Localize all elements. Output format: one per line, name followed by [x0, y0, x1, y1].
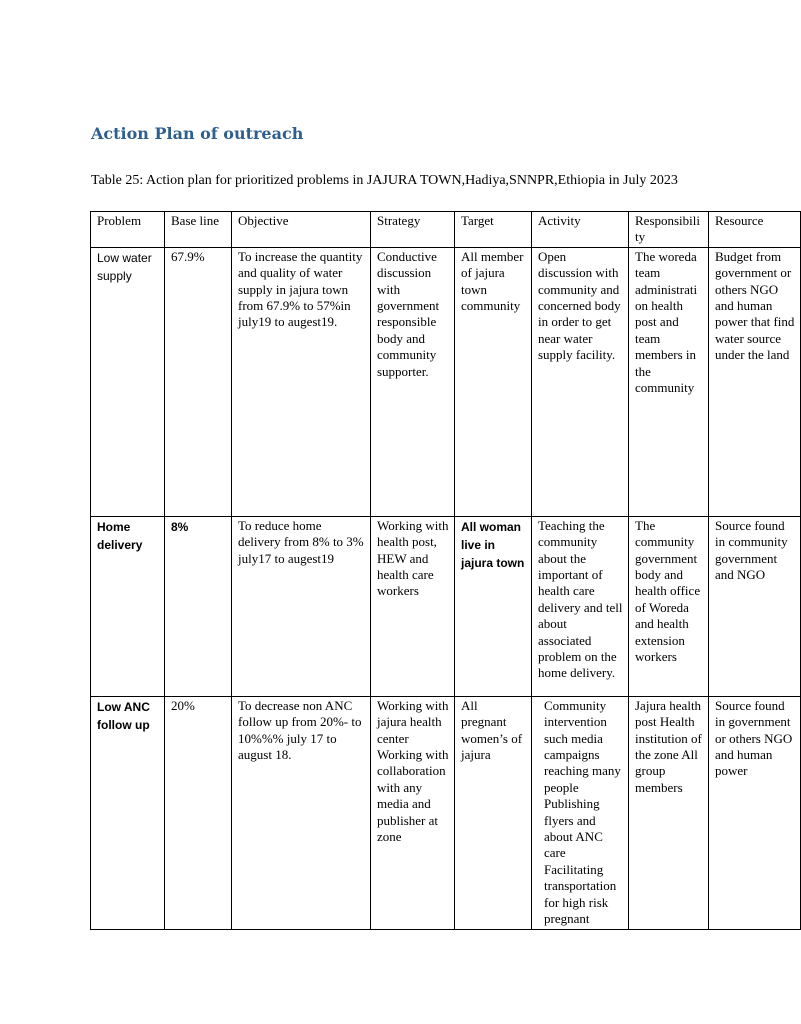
cell-problem: Low water supply	[91, 247, 165, 516]
cell-resource: Source found in government or others NGO and human power	[709, 696, 801, 929]
cell-target: All member of jajura town community	[455, 247, 532, 516]
action-plan-table-container	[90, 211, 795, 927]
cell-target: All woman live in jajura town	[455, 516, 532, 696]
cell-strategy: Working with health post, HEW and health care workers	[371, 516, 455, 696]
cell-target: All pregnant women’s of jajura	[455, 696, 532, 929]
cell-strategy: Working with jajura health center Working with collaboration with any media and publisher at zone	[371, 696, 455, 929]
cell-responsibility: The community government body and health office of Woreda and health extension workers	[629, 516, 709, 696]
cell-objective: To reduce home delivery from 8% to 3% july17 to augest19	[232, 516, 371, 696]
cell-objective: To increase the quantity and quality of water supply in jajura town from 67.9% to 57%in july19 to augest19.	[232, 247, 371, 516]
cell-activity: Open discussion with community and concerned body in order to get near water supply facility.	[532, 247, 629, 516]
table-caption: Table 25: Action plan for prioritized problems in JAJURA TOWN,Hadiya,SNNPR,Ethiopia in July 2023	[91, 173, 678, 188]
header-activity: Activity	[532, 212, 629, 248]
header-responsibility: Responsibility	[629, 212, 709, 248]
cell-problem: Home delivery	[91, 516, 165, 696]
header-target: Target	[455, 212, 532, 248]
header-objective: Objective	[232, 212, 371, 248]
page-heading: Action Plan of outreach	[91, 124, 304, 143]
header-strategy: Strategy	[371, 212, 455, 248]
cell-baseline: 8%	[165, 516, 232, 696]
cell-objective: To decrease non ANC follow up from 20%- to 10%%% july 17 to august 18.	[232, 696, 371, 929]
cell-responsibility: Jajura health post Health institution of the zone All group members	[629, 696, 709, 929]
cell-responsibility: The woreda team administration health post and team members in the community	[629, 247, 709, 516]
action-plan-table	[90, 211, 801, 930]
cell-problem: Low ANC follow up	[91, 696, 165, 929]
cell-baseline: 20%	[165, 696, 232, 929]
cell-strategy: Conductive discussion with government responsible body and community supporter.	[371, 247, 455, 516]
cell-resource: Budget from government or others NGO and human power that find water source under the land	[709, 247, 801, 516]
table-header-row	[91, 212, 801, 248]
cell-resource: Source found in community government and NGO	[709, 516, 801, 696]
cell-activity: Community intervention such media campaigns reaching many people Publishing flyers and about ANC care Facilitating transportation for high risk pregnant	[532, 696, 629, 929]
cell-activity: Teaching the community about the important of health care delivery and tell about associated problem on the home delivery.	[532, 516, 629, 696]
header-problem: Problem	[91, 212, 165, 248]
header-resource: Resource	[709, 212, 801, 248]
cell-baseline: 67.9%	[165, 247, 232, 516]
table-row	[91, 696, 801, 929]
header-baseline: Base line	[165, 212, 232, 248]
table-row	[91, 516, 801, 696]
table-row	[91, 247, 801, 516]
